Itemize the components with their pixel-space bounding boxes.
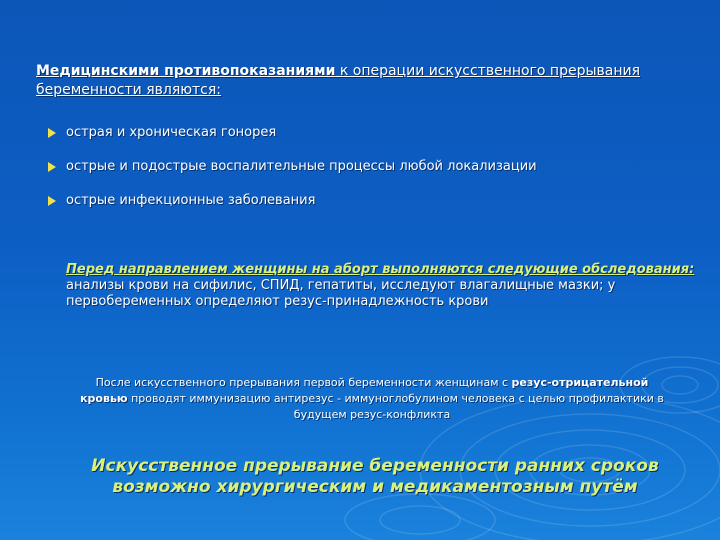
contraindications-list	[48, 124, 688, 226]
heading-bold-text: Медицинскими противопоказаниями	[36, 63, 336, 79]
footer-statement: Искусственное прерывание беременности ранних сроков возможно хирургическим и медикаментозным путём	[91, 456, 659, 497]
rh-note-text-1: После искусственного прерывания первой беременности женщинам с	[95, 376, 512, 389]
slide-heading	[36, 62, 676, 100]
arrow-bullet-icon	[48, 162, 56, 172]
rh-note-text-2: проводят иммунизацию антирезус - иммуноглобулином человека с целью профилактики в будущем резус-конфликта	[127, 392, 664, 421]
arrow-bullet-icon	[48, 196, 56, 206]
list-item-text: острые и подострые воспалительные процессы любой локализации	[66, 159, 537, 174]
list-item	[48, 158, 688, 175]
rh-note-bold: резус-отрицательной кровью	[80, 376, 649, 405]
arrow-bullet-icon	[48, 128, 56, 138]
list-item-text: острая и хроническая гонорея	[66, 125, 277, 140]
list-item	[48, 192, 688, 209]
list-item-text: острые инфекционные заболевания	[66, 193, 316, 208]
examination-body: анализы крови на сифилис, СПИД, гепатиты, исследуют влагалищные мазки; у первобеременных определяют резус-принадлежность крови	[66, 278, 616, 309]
examination-paragraph	[66, 262, 696, 310]
examination-emphasis: Перед направлением женщины на аборт выполняются следующие обследования:	[66, 262, 695, 277]
rh-note	[72, 375, 672, 423]
heading-normal-text: к операции искусственного прерывания беременности являются:	[36, 63, 641, 98]
list-item	[48, 124, 688, 141]
